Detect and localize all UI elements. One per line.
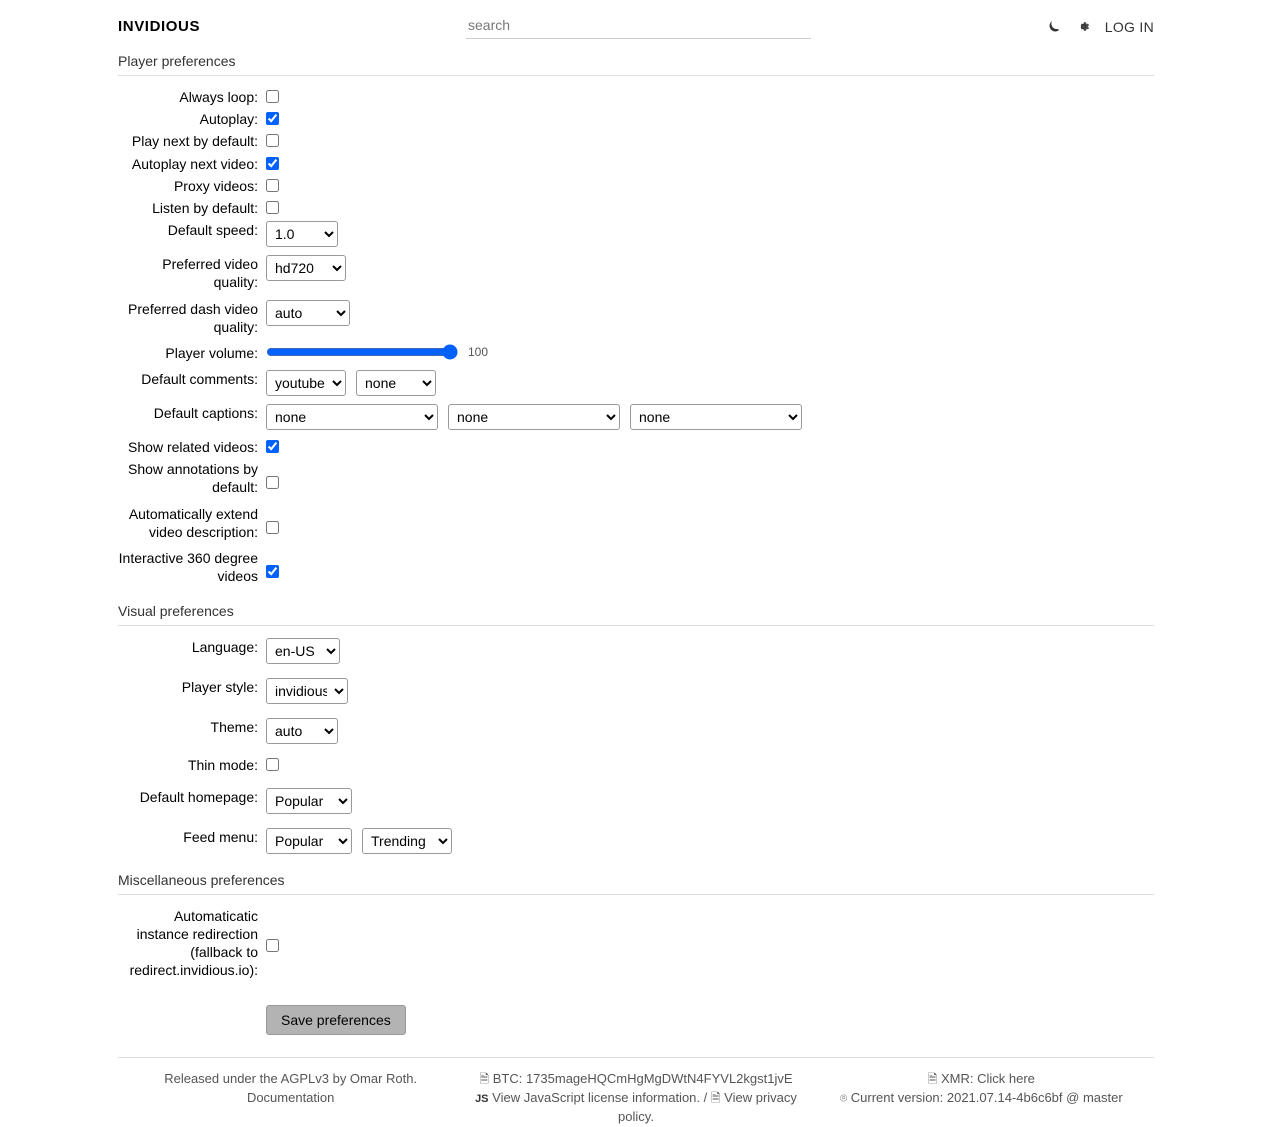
- select-default-homepage[interactable]: [266, 788, 352, 814]
- row-thin-mode: [118, 756, 1154, 774]
- label-auto-redirect: Automaticatic instance redirection (fallback to redirect.invidious.io):: [129, 907, 258, 979]
- footer-js-license-link[interactable]: View JavaScript license information.: [492, 1090, 701, 1106]
- brand-logo[interactable]: INVIDIOUS: [118, 18, 201, 35]
- select-default-comments-2[interactable]: [356, 370, 436, 396]
- gear-icon[interactable]: [1076, 19, 1091, 34]
- row-player-volume: [118, 344, 1154, 362]
- footer-left: [118, 1070, 463, 1127]
- label-extend-description: Automatically extend video description:: [128, 505, 258, 540]
- select-default-captions-1[interactable]: [266, 404, 438, 430]
- row-language: [118, 638, 1154, 664]
- select-preferred-dash-quality[interactable]: [266, 300, 350, 326]
- select-language[interactable]: [266, 638, 340, 664]
- label-language: Language:: [191, 639, 258, 656]
- checkbox-interactive-360[interactable]: [266, 565, 279, 578]
- checkbox-listen-default[interactable]: [266, 201, 279, 214]
- row-theme: [118, 718, 1154, 744]
- footer-version-link[interactable]: Current version: 2021.07.14-4b6c6bf @ master: [850, 1090, 1123, 1106]
- monero-icon: 🗎: [927, 1072, 938, 1087]
- row-preferred-quality: [118, 255, 1154, 291]
- slider-player-volume[interactable]: [266, 344, 458, 360]
- checkbox-extend-description[interactable]: [266, 521, 279, 534]
- label-default-comments: Default comments:: [141, 371, 258, 388]
- row-listen-default: [118, 199, 1154, 217]
- select-feed-menu-2[interactable]: [362, 828, 452, 854]
- select-default-captions-3[interactable]: [630, 404, 802, 430]
- row-default-comments: [118, 370, 1154, 396]
- section-title-player: Player preferences: [118, 49, 1154, 76]
- footer-xmr-link[interactable]: XMR: Click here: [941, 1071, 1035, 1087]
- label-default-homepage: Default homepage:: [139, 788, 258, 805]
- row-show-related: [118, 438, 1154, 456]
- row-autoplay: [118, 110, 1154, 128]
- privacy-doc-icon: 🗎: [710, 1091, 721, 1106]
- label-listen-default: Listen by default:: [152, 199, 258, 216]
- footer-license-text: Released under the AGPLv3 by Omar Roth.: [164, 1071, 418, 1087]
- top-navbar: [118, 0, 1154, 49]
- row-proxy-videos: [118, 177, 1154, 195]
- navbar-actions: [811, 19, 1154, 35]
- search-container: [466, 14, 811, 39]
- github-icon: ⌾: [839, 1091, 848, 1106]
- section-title-misc: Miscellaneous preferences: [118, 868, 1154, 895]
- label-play-next: Play next by default:: [131, 133, 258, 150]
- checkbox-thin-mode[interactable]: [266, 758, 279, 771]
- login-link[interactable]: LOG IN: [1104, 18, 1154, 35]
- checkbox-proxy-videos[interactable]: [266, 179, 279, 192]
- footer-privacy-link[interactable]: View privacy policy.: [618, 1090, 797, 1125]
- label-autoplay: Autoplay:: [199, 111, 258, 128]
- moon-icon[interactable]: [1047, 19, 1062, 34]
- row-save: [118, 1005, 1154, 1035]
- label-default-captions: Default captions:: [153, 405, 258, 422]
- footer-center: [463, 1070, 808, 1127]
- checkbox-auto-redirect[interactable]: [266, 939, 279, 952]
- row-default-captions: [118, 404, 1154, 430]
- javascript-badge-icon: JS: [475, 1093, 489, 1106]
- page-footer: [118, 1057, 1154, 1127]
- preferences-form: [118, 49, 1154, 1035]
- checkbox-always-loop[interactable]: [266, 90, 279, 103]
- checkbox-play-next[interactable]: [266, 134, 279, 147]
- label-interactive-360: Interactive 360 degree videos: [118, 550, 258, 585]
- footer-right: [809, 1070, 1154, 1127]
- select-preferred-quality[interactable]: [266, 255, 346, 281]
- label-show-related: Show related videos:: [128, 439, 258, 456]
- row-interactive-360: [118, 549, 1154, 585]
- label-player-volume: Player volume:: [165, 344, 258, 361]
- row-preferred-dash-quality: [118, 300, 1154, 336]
- row-extend-description: [118, 505, 1154, 541]
- label-theme: Theme:: [210, 719, 258, 736]
- label-preferred-quality: Preferred video quality:: [162, 256, 258, 291]
- search-input[interactable]: [466, 14, 811, 39]
- section-title-visual: Visual preferences: [118, 599, 1154, 626]
- checkbox-autoplay-next[interactable]: [266, 157, 279, 170]
- select-default-comments-1[interactable]: [266, 370, 346, 396]
- label-always-loop: Always loop:: [179, 89, 258, 105]
- label-autoplay-next: Autoplay next video:: [131, 155, 258, 172]
- checkbox-show-related[interactable]: [266, 440, 279, 453]
- footer-btc-link[interactable]: BTC: 1735mageHQCmHgMgDWtN4FYVL2kgst1jvE: [492, 1071, 793, 1087]
- label-thin-mode: Thin mode:: [187, 757, 258, 774]
- bitcoin-icon: 🗎: [479, 1072, 490, 1087]
- label-feed-menu: Feed menu:: [183, 828, 258, 845]
- select-feed-menu-1[interactable]: [266, 828, 352, 854]
- row-always-loop: [118, 88, 1154, 106]
- checkbox-show-annotations[interactable]: [266, 476, 279, 489]
- row-player-style: [118, 678, 1154, 704]
- select-default-captions-2[interactable]: [448, 404, 620, 430]
- row-default-speed: [118, 221, 1154, 247]
- footer-separator: /: [703, 1090, 708, 1106]
- label-proxy-videos: Proxy videos:: [173, 177, 258, 194]
- label-default-speed: Default speed:: [167, 222, 258, 239]
- row-play-next: [118, 132, 1154, 150]
- select-player-style[interactable]: [266, 678, 348, 704]
- select-theme[interactable]: [266, 718, 338, 744]
- save-preferences-button[interactable]: Save preferences: [266, 1005, 406, 1035]
- footer-documentation-link[interactable]: Documentation: [246, 1090, 335, 1106]
- row-show-annotations: [118, 460, 1154, 496]
- row-default-homepage: [118, 788, 1154, 814]
- player-volume-value: 100: [468, 344, 489, 359]
- row-auto-redirect: [118, 907, 1154, 980]
- row-autoplay-next: [118, 155, 1154, 173]
- select-default-speed[interactable]: [266, 221, 338, 247]
- checkbox-autoplay[interactable]: [266, 112, 279, 125]
- label-show-annotations: Show annotations by default:: [128, 461, 258, 496]
- label-preferred-dash-quality: Preferred dash video quality:: [128, 300, 258, 335]
- label-player-style: Player style:: [181, 679, 258, 696]
- row-feed-menu: [118, 828, 1154, 854]
